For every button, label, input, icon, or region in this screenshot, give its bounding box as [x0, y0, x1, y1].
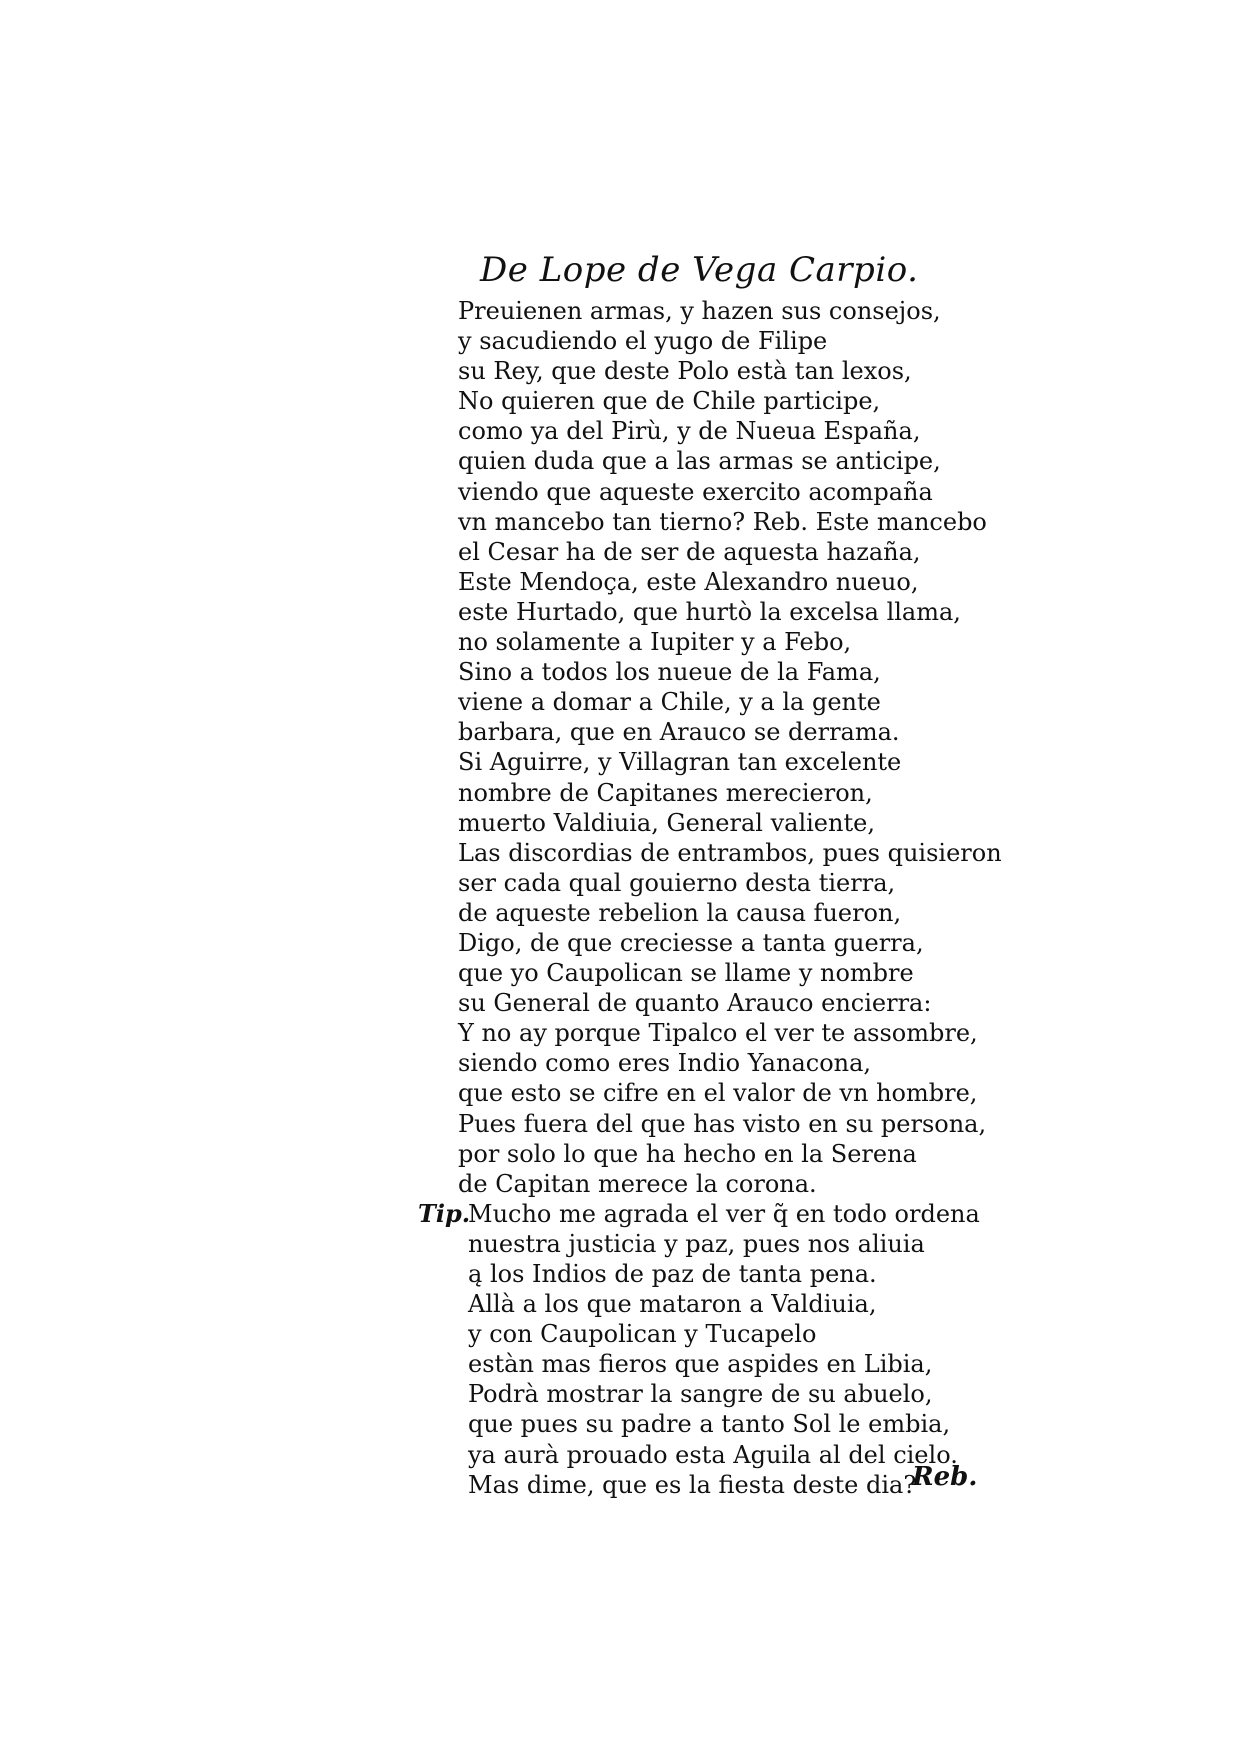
verse-text: Pues fuera del que has visto en su persona, [458, 1109, 987, 1138]
verse-text: Allà a los que mataron a Valdiuia, [468, 1290, 877, 1319]
verse-block [418, 296, 1002, 1500]
verse-text: ą los Indios de paz de tanta pena. [468, 1260, 877, 1288]
verse-text: ya aurà prouado esta Aguila al del cielo. [468, 1440, 958, 1469]
verse-text: nuestra justicia y paz, pues nos aliuia [468, 1229, 925, 1258]
verse-text: estàn mas fieros que aspides en Libia, [468, 1350, 933, 1379]
verse-text: siendo como eres Indio Yanacona, [458, 1049, 872, 1078]
verse-text: no solamente a Iupiter y a Febo, [458, 628, 852, 657]
speaker-label: Tip. [418, 1198, 471, 1228]
verse-text: como ya del Pirù, y de Nueua España, [458, 417, 921, 446]
verse-line [418, 1319, 978, 1349]
verse-line [418, 356, 978, 386]
verse-text: por solo lo que ha hecho en la Serena [458, 1139, 917, 1168]
verse-line [418, 928, 978, 958]
verse-text: Digo, de que creciesse a tanta guerra, [458, 928, 924, 957]
verse-line [418, 778, 978, 808]
verse-line [418, 627, 978, 657]
verse-line [418, 1470, 978, 1500]
verse-text: viene a domar a Chile, y a la gente [458, 688, 881, 717]
verse-line [418, 446, 978, 476]
verse-line [418, 1289, 978, 1319]
verse-line [418, 958, 978, 988]
verse-text: barbara, que en Arauco se derrama. [458, 718, 900, 747]
verse-text: que yo Caupolican se llame y nombre [458, 959, 914, 988]
verse-text: Las discordias de entrambos, pues quisieron [458, 838, 1002, 867]
verse-text: Mucho me agrada el ver q̃ en todo ordena [468, 1199, 980, 1228]
verse-text: muerto Valdiuia, General valiente, [458, 808, 875, 837]
verse-text: el Cesar ha de ser de aquesta hazaña, [458, 537, 921, 566]
verse-text: Mas dime, que es la fiesta deste dia? [468, 1470, 917, 1499]
verse-line [418, 1379, 978, 1409]
verse-text: y con Caupolican y Tucapelo [468, 1320, 817, 1349]
verse-line [418, 1109, 987, 1139]
verse-line [418, 567, 978, 597]
verse-line [418, 1078, 978, 1108]
verse-line [418, 537, 978, 567]
verse-line [418, 597, 978, 627]
verse-text: de aqueste rebelion la causa fueron, [458, 898, 902, 927]
verse-text: este Hurtado, que hurtò la excelsa llama, [458, 597, 961, 626]
verse-line [418, 326, 978, 356]
verse-text: vn mancebo tan tierno? Reb. Este mancebo [458, 507, 987, 536]
verse-text: Podrà mostrar la sangre de su abuelo, [468, 1380, 933, 1409]
verse-line [418, 868, 978, 898]
verse-line [418, 1139, 978, 1169]
verse-line [418, 687, 978, 717]
verse-text: Sino a todos los nueue de la Fama, [458, 658, 881, 687]
verse-line [418, 1199, 978, 1229]
verse-text: ser cada qual gouierno desta tierra, [458, 868, 896, 897]
verse-text: nombre de Capitanes merecieron, [458, 778, 873, 807]
verse-line [418, 1409, 978, 1439]
verse-line [418, 296, 978, 326]
verse-text: de Capitan merece la corona. [458, 1169, 817, 1198]
verse-line [418, 416, 978, 446]
catchword: Reb. [912, 1462, 978, 1492]
verse-text: No quieren que de Chile participe, [458, 387, 881, 416]
verse-text: que pues su padre a tanto Sol le embia, [468, 1410, 951, 1439]
verse-text: Si Aguirre, y Villagran tan excelente [458, 748, 902, 777]
verse-text: su General de quanto Arauco encierra: [458, 989, 932, 1018]
verse-line [418, 1048, 978, 1078]
verse-line [418, 1169, 978, 1199]
running-head: De Lope de Vega Carpio. [480, 250, 919, 290]
verse-line [418, 717, 978, 747]
verse-text: Y no ay porque Tipalco el ver te assombre, [458, 1019, 978, 1048]
verse-text: quien duda que a las armas se anticipe, [458, 447, 941, 476]
verse-line [418, 1259, 978, 1289]
verse-text: que esto se cifre en el valor de vn hombre, [458, 1079, 978, 1108]
verse-line [418, 1440, 978, 1470]
verse-line [418, 386, 978, 416]
verse-line [418, 507, 987, 537]
verse-line [418, 808, 978, 838]
verse-line [418, 988, 978, 1018]
verse-line [418, 657, 978, 687]
verse-line [418, 1018, 978, 1048]
verse-text: viendo que aqueste exercito acompaña [458, 477, 933, 506]
verse-line [418, 898, 978, 928]
verse-line [418, 1229, 978, 1259]
verse-line [418, 838, 1002, 868]
verse-line [418, 1349, 978, 1379]
verse-line [418, 747, 978, 777]
verse-line [418, 477, 978, 507]
verse-text: Preuienen armas, y hazen sus consejos, [458, 297, 941, 325]
verse-text: Este Mendoça, este Alexandro nueuo, [458, 567, 919, 596]
verse-text: su Rey, que deste Polo està tan lexos, [458, 357, 912, 386]
verse-text: y sacudiendo el yugo de Filipe [458, 327, 828, 356]
